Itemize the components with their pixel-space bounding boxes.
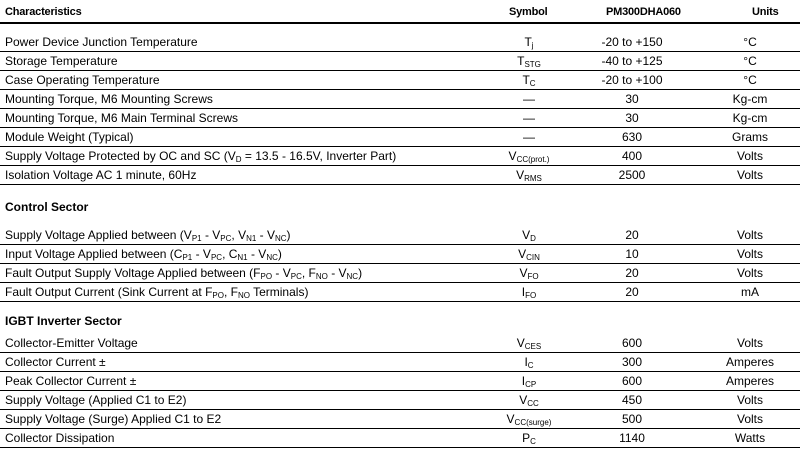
unit-cell: mA bbox=[741, 285, 759, 299]
table-row bbox=[0, 128, 800, 147]
value-cell: 2500 bbox=[618, 168, 646, 182]
value-cell: 400 bbox=[621, 149, 643, 163]
symbol-cell: — bbox=[523, 92, 535, 106]
unit-cell: Volts bbox=[736, 266, 763, 280]
characteristic-cell: Isolation Voltage AC 1 minute, 60Hz bbox=[5, 168, 197, 182]
unit-cell: Volts bbox=[736, 393, 763, 407]
value-cell: -20 to +150 bbox=[601, 35, 663, 49]
symbol-cell: $V_{CC(surge)}$ bbox=[506, 412, 552, 427]
symbol-cell: $P_C$ bbox=[522, 431, 536, 446]
characteristic-cell: Fault Output Supply Voltage Applied between ($F_{PO} - V_{PC}$, $F_{NO} - V_{NC}$) bbox=[5, 266, 363, 281]
characteristic-cell: Mounting Torque, M6 Main Terminal Screws bbox=[5, 111, 238, 125]
table-row bbox=[0, 353, 800, 372]
unit-cell: Amperes bbox=[725, 355, 775, 369]
symbol-cell: $T_j$ bbox=[524, 35, 534, 50]
characteristic-cell: Collector-Emitter Voltage bbox=[5, 336, 138, 350]
symbol-cell: $T_C$ bbox=[522, 73, 536, 88]
table-row bbox=[0, 264, 800, 283]
table-row bbox=[0, 429, 800, 448]
value-cell: -40 to +125 bbox=[601, 54, 663, 68]
value-cell: 600 bbox=[621, 374, 643, 388]
value-cell: 1140 bbox=[619, 431, 645, 445]
symbol-cell: $I_{FO}$ bbox=[521, 285, 537, 300]
table-row bbox=[0, 109, 800, 128]
characteristic-cell: Collector Current ± bbox=[5, 355, 106, 369]
value-cell: 30 bbox=[625, 111, 639, 125]
value-cell: 600 bbox=[621, 336, 643, 350]
table-row bbox=[0, 334, 800, 353]
value-cell: 500 bbox=[621, 412, 643, 426]
symbol-cell: $V_{FO}$ bbox=[519, 266, 539, 281]
table-row bbox=[0, 166, 800, 185]
unit-cell: Volts bbox=[736, 168, 763, 182]
symbol-cell: $V_{CIN}$ bbox=[518, 247, 540, 262]
symbol-cell: $V_{CC(prot.)}$ bbox=[508, 149, 550, 164]
characteristic-cell: Peak Collector Current ± bbox=[5, 374, 137, 388]
value-cell: 20 bbox=[625, 228, 639, 242]
header-symbol: Symbol bbox=[509, 6, 548, 18]
characteristic-cell: Storage Temperature bbox=[5, 54, 118, 68]
value-cell: -20 to +100 bbox=[601, 73, 663, 87]
table-row bbox=[0, 90, 800, 109]
value-cell: 450 bbox=[621, 393, 643, 407]
symbol-cell: $V_D$ bbox=[522, 228, 536, 243]
symbol-cell: — bbox=[523, 130, 535, 144]
unit-cell: °C bbox=[743, 73, 757, 87]
unit-cell: Watts bbox=[734, 431, 766, 445]
unit-cell: Volts bbox=[736, 228, 763, 242]
table-row bbox=[0, 71, 800, 90]
characteristic-cell: Case Operating Temperature bbox=[5, 73, 160, 87]
characteristic-cell: Supply Voltage Applied between ($V_{P1} - V_{PC}$, $V_{N1} - V_{NC}$) bbox=[5, 228, 291, 243]
table-row bbox=[0, 52, 800, 71]
unit-cell: Kg-cm bbox=[732, 92, 768, 106]
symbol-cell: $V_{RMS}$ bbox=[516, 168, 542, 183]
value-cell: 10 bbox=[625, 247, 639, 261]
value-cell: 30 bbox=[625, 92, 639, 106]
table-row bbox=[0, 372, 800, 391]
symbol-cell: $T_{STG}$ bbox=[517, 54, 541, 69]
symbol-cell: $I_{CP}$ bbox=[521, 374, 537, 389]
characteristic-cell: Supply Voltage Protected by OC and SC ($V_D = 13.5 - 16.5V$, Inverter Part) bbox=[5, 149, 397, 164]
symbol-cell: $V_{CC}$ bbox=[519, 393, 539, 408]
unit-cell: Volts bbox=[736, 336, 763, 350]
unit-cell: Volts bbox=[736, 149, 763, 163]
characteristic-cell: Supply Voltage (Applied C1 to E2) bbox=[5, 393, 187, 407]
characteristic-cell: Input Voltage Applied between ($C_{P1} - V_{PC}$, $C_{N1} - V_{NC}$) bbox=[5, 247, 282, 262]
header-units: Units bbox=[752, 6, 779, 18]
table-row bbox=[0, 410, 800, 429]
header-part-number: PM300DHA060 bbox=[606, 6, 681, 18]
characteristic-cell: Supply Voltage (Surge) Applied C1 to E2 bbox=[5, 412, 222, 426]
characteristic-cell: Fault Output Current (Sink Current at $F_{PO}$, $F_{NO}$ Terminals) bbox=[5, 285, 309, 300]
symbol-cell: $V_{CES}$ bbox=[516, 336, 542, 351]
value-cell: 20 bbox=[625, 285, 639, 299]
characteristic-cell: Module Weight (Typical) bbox=[5, 130, 134, 144]
unit-cell: Amperes bbox=[725, 374, 775, 388]
unit-cell: °C bbox=[743, 54, 757, 68]
characteristic-cell: Mounting Torque, M6 Mounting Screws bbox=[5, 92, 213, 106]
section-title: Control Sector bbox=[5, 200, 89, 214]
value-cell: 630 bbox=[621, 130, 643, 144]
symbol-cell: — bbox=[523, 111, 535, 125]
characteristic-cell: Collector Dissipation bbox=[5, 431, 115, 445]
unit-cell: °C bbox=[743, 35, 757, 49]
symbol-cell: $I_C$ bbox=[524, 355, 534, 370]
header-characteristics: Characteristics bbox=[5, 6, 82, 18]
table-row bbox=[0, 147, 800, 166]
unit-cell: Kg-cm bbox=[732, 111, 768, 125]
value-cell: 300 bbox=[621, 355, 643, 369]
table-row bbox=[0, 33, 800, 52]
unit-cell: Grams bbox=[732, 130, 768, 144]
table-row bbox=[0, 283, 800, 302]
table-row bbox=[0, 391, 800, 410]
section-title: IGBT Inverter Sector bbox=[5, 314, 122, 328]
table-row bbox=[0, 226, 800, 245]
unit-cell: Volts bbox=[736, 247, 763, 261]
table-header bbox=[0, 0, 800, 24]
value-cell: 20 bbox=[625, 266, 639, 280]
unit-cell: Volts bbox=[736, 412, 763, 426]
characteristic-cell: Power Device Junction Temperature bbox=[5, 35, 198, 49]
table-row bbox=[0, 245, 800, 264]
